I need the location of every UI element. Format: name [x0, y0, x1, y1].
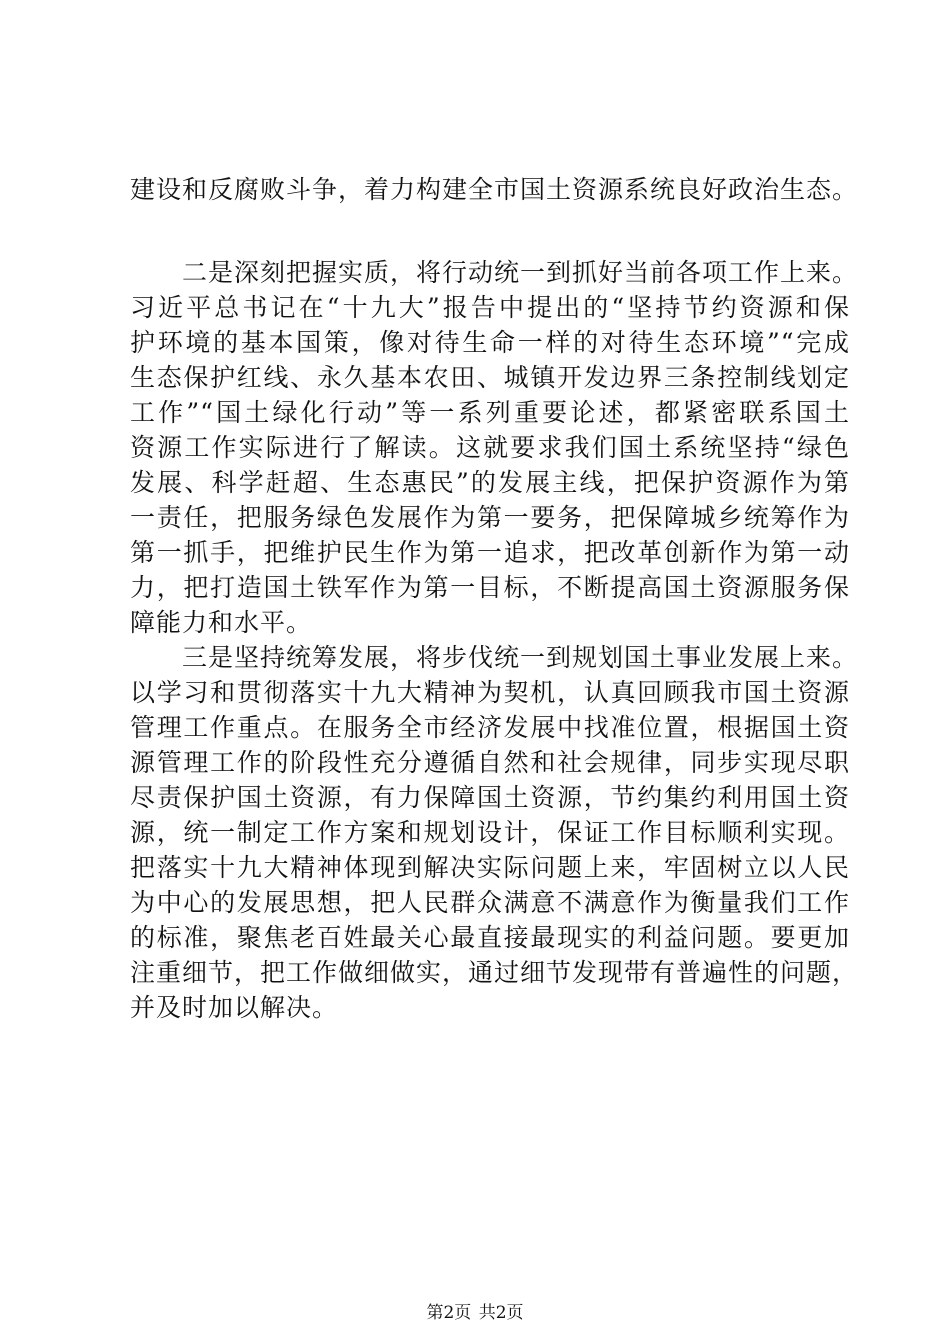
text-line: 障能力和水平。 — [130, 608, 313, 637]
text-line: 力，把打造国土铁军作为第一目标，不断提高国土资源服务保 — [130, 573, 850, 602]
text-line: 为中心的发展思想，把人民群众满意不满意作为衡量我们工作 — [130, 888, 850, 917]
text-line: 管理工作重点。在服务全市经济发展中找准位置，根据国土资 — [130, 713, 850, 742]
text-line: 二是深刻把握实质，将行动统一到抓好当前各项工作上来。 — [182, 258, 859, 287]
text-line: 建设和反腐败斗争，着力构建全市国土资源系统良好政治生态。 — [130, 175, 859, 204]
text-line: 工作”“国土绿化行动”等一系列重要论述，都紧密联系国土 — [130, 398, 850, 427]
text-line: 并及时加以解决。 — [130, 993, 339, 1022]
text-line: 把落实十九大精神体现到解决实际问题上来，牢固树立以人民 — [130, 853, 850, 882]
text-line: 源，统一制定工作方案和规划设计，保证工作目标顺利实现。 — [130, 818, 850, 847]
text-line: 源管理工作的阶段性充分遵循自然和社会规律，同步实现尽职 — [130, 748, 850, 777]
paragraph — [130, 640, 859, 1025]
text-line: 护环境的基本国策，像对待生命一样的对待生态环境”“完成 — [130, 328, 850, 357]
text-line: 一责任，把服务绿色发展作为第一要务，把保障城乡统筹作为 — [130, 503, 850, 532]
text-line: 资源工作实际进行了解读。这就要求我们国土系统坚持“绿色 — [130, 433, 850, 462]
text-line: 尽责保护国土资源，有力保障国土资源，节约集约利用国土资 — [130, 783, 850, 812]
text-line: 生态保护红线、永久基本农田、城镇开发边界三条控制线划定 — [130, 363, 850, 392]
text-line: 习近平总书记在“十九大”报告中提出的“坚持节约资源和保 — [130, 293, 850, 322]
text-line: 以学习和贯彻落实十九大精神为契机，认真回顾我市国土资源 — [130, 678, 850, 707]
text-line: 三是坚持统筹发展，将步伐统一到规划国土事业发展上来。 — [182, 643, 859, 672]
paragraph — [130, 172, 859, 207]
text-line: 的标准，聚焦老百姓最关心最直接最现实的利益问题。要更加 — [130, 923, 850, 952]
page-total: 共2页 — [478, 1303, 524, 1323]
paragraph — [130, 255, 859, 640]
text-line: 第一抓手，把维护民生作为第一追求，把改革创新作为第一动 — [130, 538, 850, 567]
page-footer — [0, 1302, 950, 1324]
text-line: 发展、科学赶超、生态惠民”的发展主线，把保护资源作为第 — [130, 468, 850, 497]
page-number: 第2页 — [426, 1303, 472, 1323]
paragraph-gap — [130, 207, 850, 255]
document-body — [130, 172, 859, 1025]
text-line: 注重细节，把工作做细做实，通过细节发现带有普遍性的问题， — [130, 958, 859, 987]
